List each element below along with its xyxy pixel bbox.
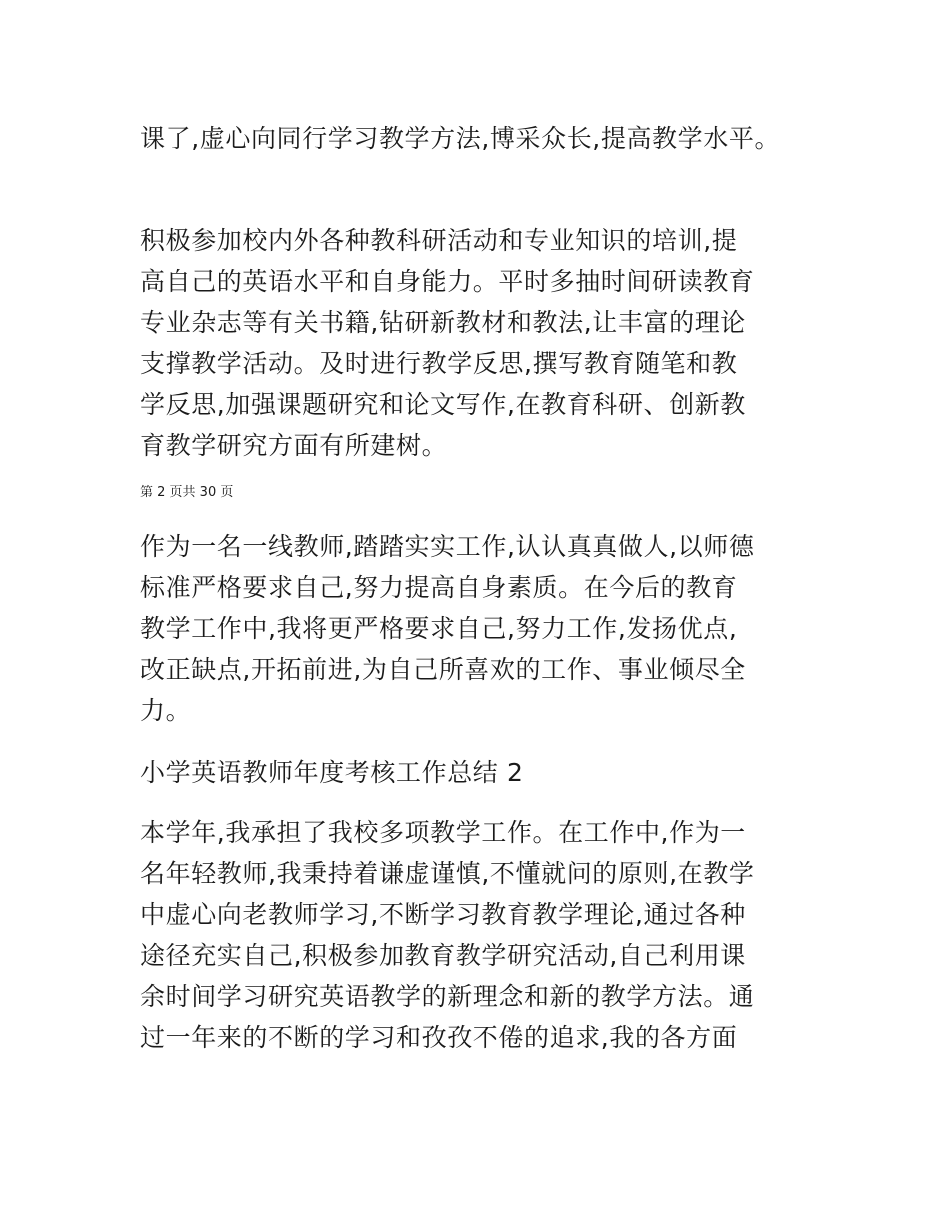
paragraph-line: 课了,虚心向同行学习教学方法,博采众长,提高教学水平。 bbox=[140, 124, 781, 153]
page-number: 第 2 页共 30 页 bbox=[140, 485, 234, 500]
paragraph-2 bbox=[140, 220, 754, 466]
paragraph-line: 专业杂志等有关书籍,钻研新教材和教法,让丰富的理论 bbox=[140, 308, 746, 337]
paragraph-line: 途径充实自己,积极参加教育教学研究活动,自己利用课 bbox=[140, 941, 746, 970]
section-heading: 小学英语教师年度考核工作总结 2 bbox=[140, 758, 524, 787]
paragraph-line: 作为一名一线教师,踏踏实实工作,认认真真做人,以师德 bbox=[140, 532, 755, 561]
paragraph-line: 支撑教学活动。及时进行教学反思,撰写教育随笔和教 bbox=[140, 349, 738, 378]
paragraph-line: 过一年来的不断的学习和孜孜不倦的追求,我的各方面 bbox=[140, 1023, 738, 1052]
paragraph-line: 积极参加校内外各种教科研活动和专业知识的培训,提 bbox=[140, 226, 738, 255]
paragraph-line: 育教学研究方面有所建树。 bbox=[140, 431, 448, 460]
paragraph-3 bbox=[140, 526, 754, 731]
paragraph-line: 力。 bbox=[140, 696, 192, 725]
paragraph-line: 中虚心向老教师学习,不断学习教育教学理论,通过各种 bbox=[140, 900, 746, 929]
paragraph-line: 高自己的英语水平和自身能力。平时多抽时间研读教育 bbox=[140, 267, 755, 296]
paragraph-line: 余时间学习研究英语教学的新理念和新的教学方法。通 bbox=[140, 982, 755, 1011]
paragraph-line: 教学工作中,我将更严格要求自己,努力工作,发扬优点, bbox=[140, 614, 738, 643]
paragraph-1 bbox=[140, 118, 780, 159]
paragraph-4 bbox=[140, 812, 754, 1058]
paragraph-line: 学反思,加强课题研究和论文写作,在教育科研、创新教 bbox=[140, 390, 746, 419]
paragraph-line: 本学年,我承担了我校多项教学工作。在工作中,作为一 bbox=[140, 818, 746, 847]
paragraph-line: 标准严格要求自己,努力提高自身素质。在今后的教育 bbox=[140, 573, 738, 602]
paragraph-line: 改正缺点,开拓前进,为自己所喜欢的工作、事业倾尽全 bbox=[140, 655, 746, 684]
paragraph-line: 名年轻教师,我秉持着谦虚谨慎,不懂就问的原则,在教学 bbox=[140, 859, 755, 888]
